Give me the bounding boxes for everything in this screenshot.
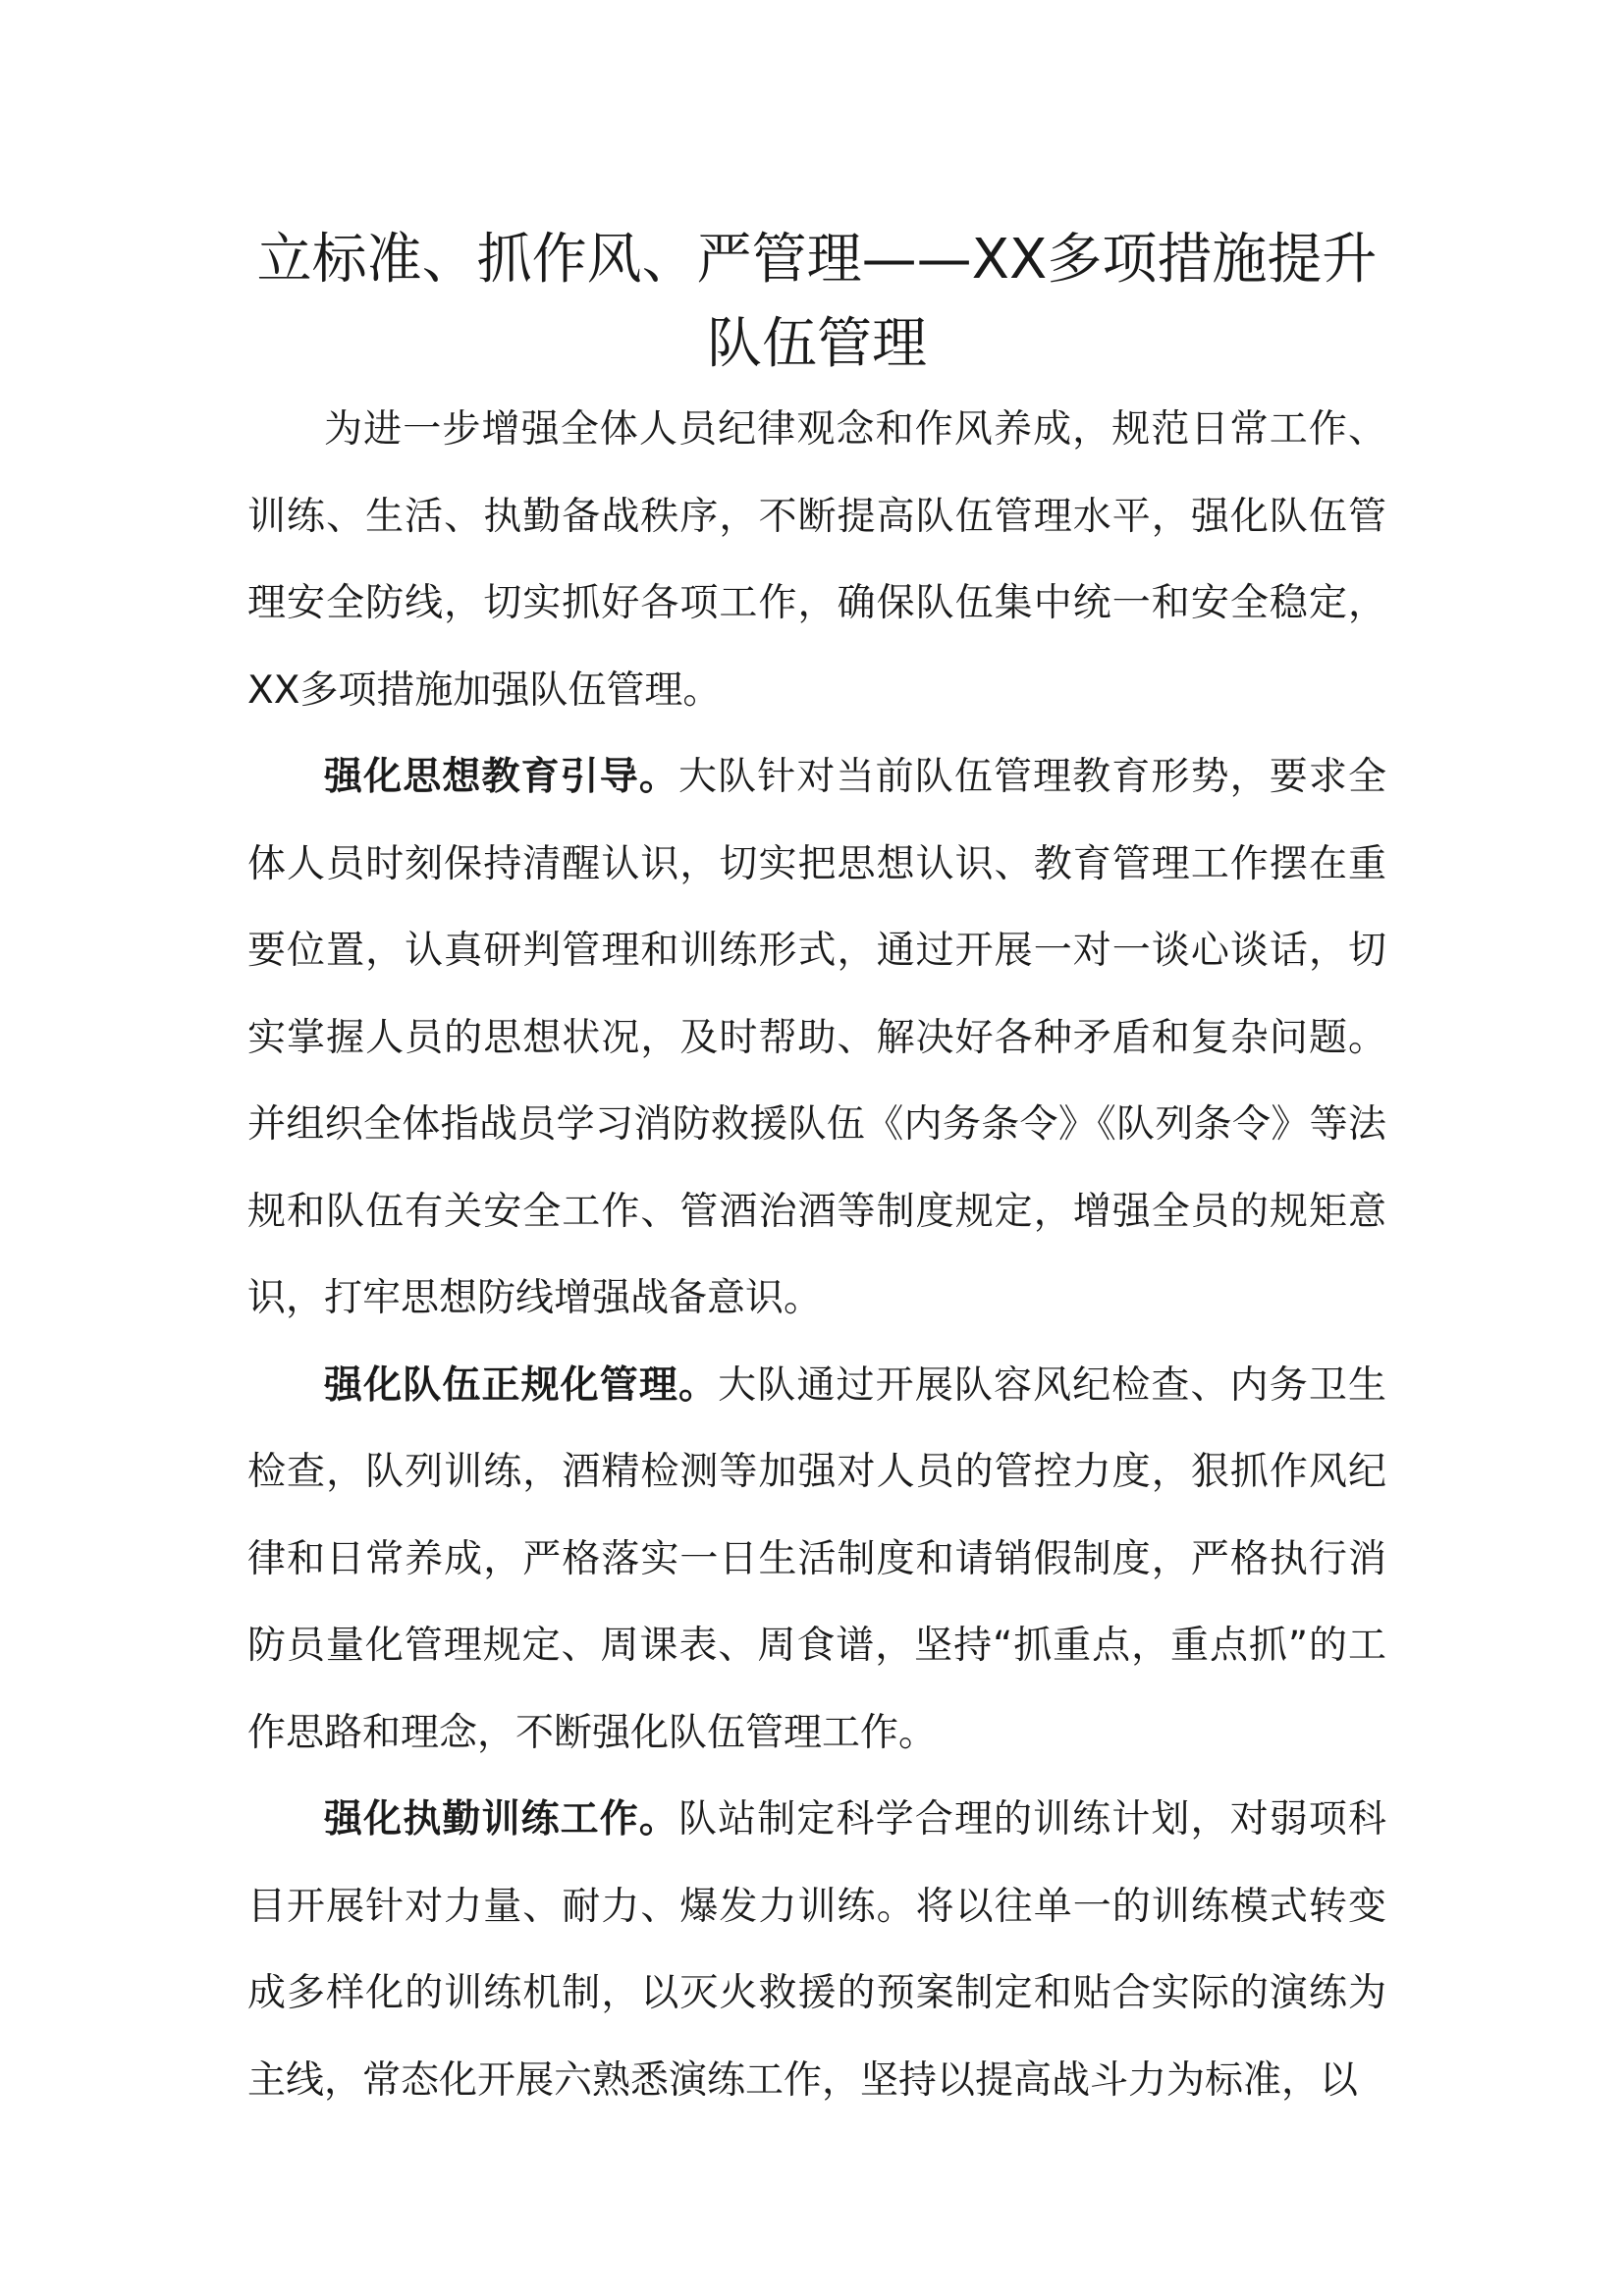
section-heading-training: 强化执勤训练工作。: [324, 1797, 679, 1842]
section-heading-management: 强化队伍正规化管理。: [324, 1362, 719, 1408]
section-paragraph-ideology: [247, 734, 1386, 1343]
section-heading-ideology: 强化思想教育引导。: [324, 755, 679, 799]
section-text-management: 大队通过开展队容风纪检查、内务卫生检查，队列训练，酒精检测等加强对人员的管控力度，狠抓作风纪律和日常养成，严格落实一日生活制度和请销假制度，严格执行消防员量化管理规定、周课表、周食谱，坚持“抓重点，重点抓”的工作思路和理念，不断强化队伍管理工作。: [247, 1362, 1386, 1755]
section-text-ideology: 大队针对当前队伍管理教育形势，要求全体人员时刻保持清醒认识，切实把思想认识、教育管理工作摆在重要位置，认真研判管理和训练形式，通过开展一对一谈心谈话，切实掌握人员的思想状况，及时帮助、解决好各种矛盾和复杂问题。并组织全体指战员学习消防救援队伍《内务条令》《队列条令》等法规和队伍有关安全工作、管酒治酒等制度规定，增强全员的规矩意识，打牢思想防线增强战备意识。: [247, 755, 1386, 1320]
document-body: [247, 218, 1386, 2124]
document-title: 立标准、抓作风、严管理——XX多项措施提升队伍管理: [256, 228, 1378, 376]
section-paragraph-management: [247, 1343, 1386, 1778]
section-text-training: 队站制定科学合理的训练计划，对弱项科目开展针对力量、耐力、爆发力训练。将以往单一的训练模式转变成多样化的训练机制，以灭火救援的预案制定和贴合实际的演练为主线，常态化开展六熟悉演练工作，坚持以提高战斗力为标准，以: [247, 1797, 1386, 2103]
section-paragraph-training: [247, 1777, 1386, 2124]
intro-paragraph: 为进一步增强全体人员纪律观念和作风养成，规范日常工作、训练、生活、执勤备战秩序，不断提高队伍管理水平，强化队伍管理安全防线，切实抓好各项工作，确保队伍集中统一和安全稳定，XX多项措施加强队伍管理。: [247, 407, 1386, 713]
